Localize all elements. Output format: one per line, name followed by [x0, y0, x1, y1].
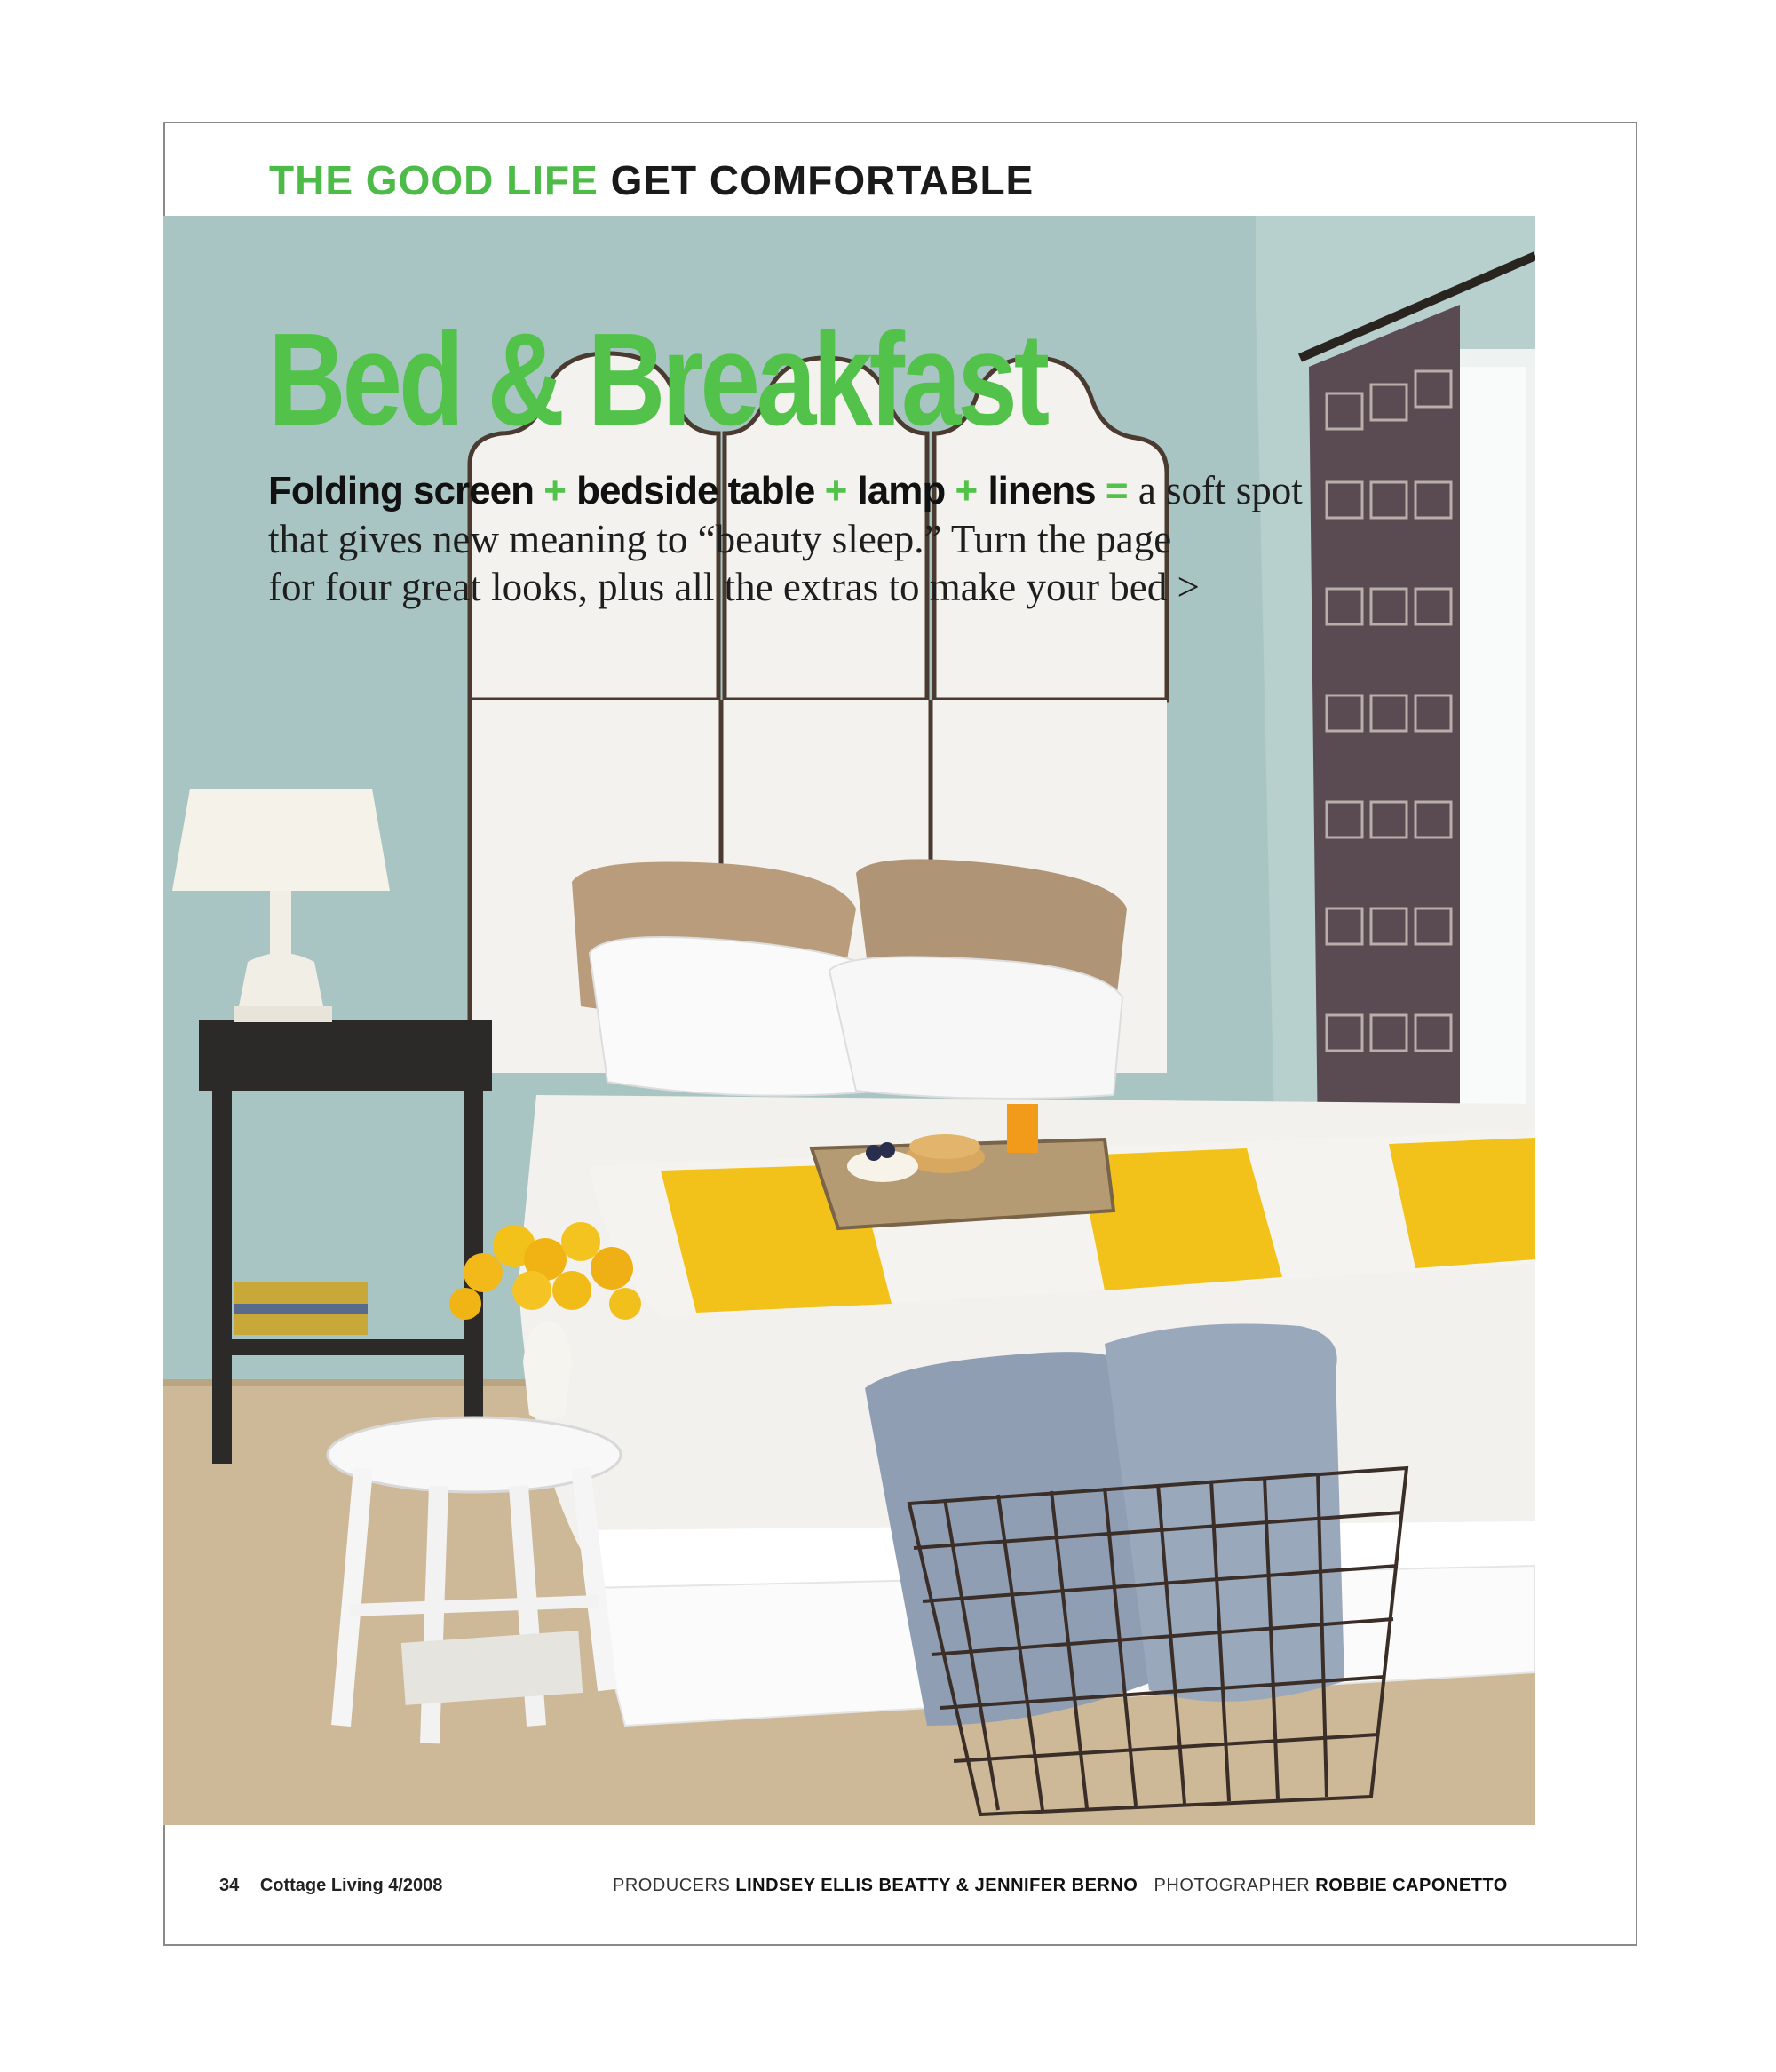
curtain	[1309, 305, 1460, 1148]
plus-sign: +	[824, 469, 848, 512]
producers-label: PRODUCERS	[613, 1876, 731, 1895]
page-number: 34	[219, 1876, 240, 1895]
deck-item-linens: linens	[987, 469, 1096, 512]
credits	[613, 1876, 1508, 1896]
article-deck	[268, 466, 1334, 611]
deck-text-1: a soft spot	[1138, 468, 1303, 512]
photographer-label: PHOTOGRAPHER	[1154, 1876, 1311, 1895]
deck-line-1	[268, 466, 1334, 515]
plus-sign: +	[955, 469, 979, 512]
section-label: THE GOOD LIFE	[269, 157, 599, 203]
folio	[219, 1876, 442, 1896]
equals-sign: =	[1105, 469, 1129, 512]
deck-item-folding-screen: Folding screen	[268, 469, 534, 512]
deck-line-2: that gives new meaning to “beauty sleep.” Turn the page	[268, 517, 1172, 561]
deck-line-3: for four great looks, plus all the extras to make your bed >	[268, 565, 1200, 609]
producers-names: LINDSEY ELLIS BEATTY & JENNIFER BERNO	[735, 1876, 1138, 1895]
plus-sign: +	[543, 469, 567, 512]
bedroom-illustration	[163, 216, 1535, 1825]
magazine-issue: Cottage Living 4/2008	[259, 1876, 443, 1895]
bedroom-photo	[163, 216, 1535, 1825]
subsection-label: GET COMFORTABLE	[610, 157, 1035, 203]
deck-item-lamp: lamp	[857, 469, 946, 512]
article-title: Bed & Breakfast	[268, 306, 1047, 453]
section-header	[269, 156, 1034, 204]
deck-item-bedside-table: bedside table	[576, 469, 815, 512]
photographer-name: ROBBIE CAPONETTO	[1315, 1876, 1508, 1895]
